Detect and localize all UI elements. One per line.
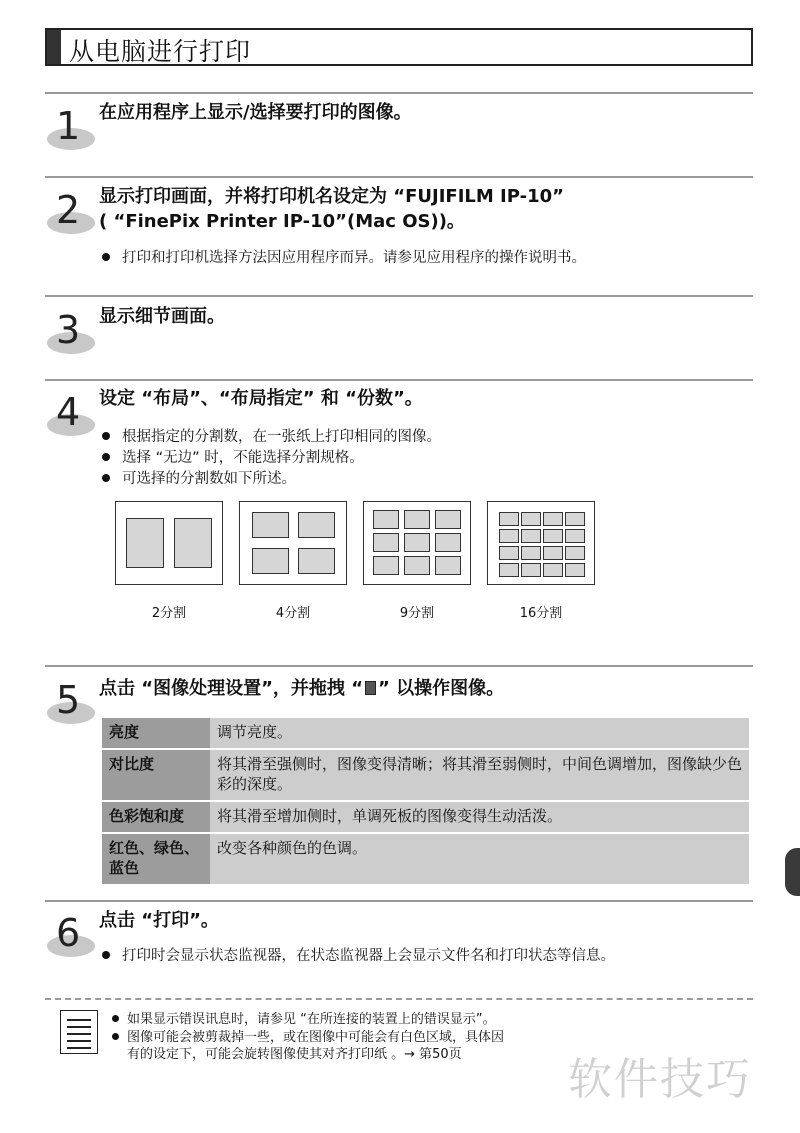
layout-caption: 16分割	[519, 606, 563, 621]
layout-9-split-diagram	[363, 501, 471, 585]
setting-name: 亮度	[102, 718, 210, 748]
layout-caption: 2分割	[151, 606, 187, 621]
step-divider	[45, 665, 753, 667]
step-number-badge: 3	[47, 316, 97, 354]
setting-desc: 调节亮度。	[210, 718, 749, 748]
bullet-item: 打印和打印机选择方法因应用程序而异。请参见应用程序的操作说明书。	[102, 248, 586, 269]
layout-16-split-diagram	[487, 501, 595, 585]
step-divider	[45, 379, 753, 381]
step-4-title: 设定 “布局”、“布局指定” 和 “份数”。	[99, 388, 423, 409]
bullet-item: 打印时会显示状态监视器，在状态监视器上会显示文件名和打印状态等信息。	[102, 946, 615, 967]
setting-desc: 将其滑至增加侧时，单调死板的图像变得生动活泼。	[210, 802, 749, 832]
note-item: 图像可能会被剪裁掉一些，或在图像中可能会有白色区域，具体因	[112, 1029, 504, 1046]
step-number-badge: 5	[47, 686, 97, 724]
layout-4-split-diagram	[239, 501, 347, 585]
slider-handle-icon	[365, 681, 376, 695]
setting-desc: 改变各种颜色的色调。	[210, 834, 749, 884]
setting-desc: 将其滑至强侧时，图像变得清晰；将其滑至弱侧时，中间色调增加，图像缺少色彩的深度。	[210, 750, 749, 800]
table-row	[102, 802, 749, 832]
step-1-title: 在应用程序上显示/选择要打印的图像。	[99, 102, 412, 123]
step-3-title: 显示细节画面。	[99, 306, 225, 327]
memo-icon	[60, 1010, 98, 1054]
step-2-title: 显示打印画面，并将打印机名设定为 “FUJIFILM IP-10”	[99, 186, 564, 207]
page-title: 从电脑进行打印	[69, 37, 252, 66]
step-divider	[45, 295, 753, 297]
note-item-cont: 有的设定下，可能会旋转图像使其对齐打印纸 。→ 第50页	[127, 1047, 462, 1062]
bullet-icon	[102, 951, 110, 959]
table-row	[102, 718, 749, 748]
chapter-tab	[785, 848, 800, 896]
watermark-text: 软件技巧	[568, 1054, 752, 1105]
step-divider	[45, 176, 753, 178]
bullet-item: 可选择的分割数如下所述。	[102, 469, 296, 490]
setting-name: 对比度	[102, 750, 210, 800]
layout-caption: 4分割	[275, 606, 311, 621]
step-divider	[45, 900, 753, 902]
step-number-badge: 2	[47, 196, 97, 234]
bullet-item: 选择 “无边” 时，不能选择分割规格。	[102, 448, 364, 469]
step-number-badge: 6	[47, 919, 97, 957]
image-settings-table	[102, 716, 749, 886]
note-item: 如果显示错误讯息时，请参见 “在所连接的装置上的错误显示”。	[112, 1011, 496, 1028]
step-number-badge: 1	[47, 112, 97, 150]
step-number-badge: 4	[47, 398, 97, 436]
bullet-icon	[102, 453, 110, 461]
bullet-icon	[102, 253, 110, 261]
bullet-item: 根据指定的分割数，在一张纸上打印相同的图像。	[102, 427, 441, 448]
bullet-icon	[102, 432, 110, 440]
bullet-icon	[112, 1033, 119, 1040]
layout-caption: 9分割	[399, 606, 435, 621]
step-6-title: 点击 “打印”。	[99, 910, 219, 931]
bullet-icon	[102, 474, 110, 482]
step-divider	[45, 92, 753, 94]
layout-2-split-diagram	[115, 501, 223, 585]
footer-divider	[45, 998, 753, 1000]
setting-name: 红色、绿色、蓝色	[102, 834, 210, 884]
step-5-title: 点击 “图像处理设置”，并拖拽 “ ” 以操作图像。	[99, 678, 505, 699]
header-accent-bar	[47, 30, 61, 64]
table-row	[102, 750, 749, 800]
bullet-icon	[112, 1015, 119, 1022]
setting-name: 色彩饱和度	[102, 802, 210, 832]
table-row	[102, 834, 749, 884]
step-2-title-cont: ( “FinePix Printer IP-10”(Mac OS))。	[99, 211, 465, 232]
section-header	[45, 28, 753, 66]
